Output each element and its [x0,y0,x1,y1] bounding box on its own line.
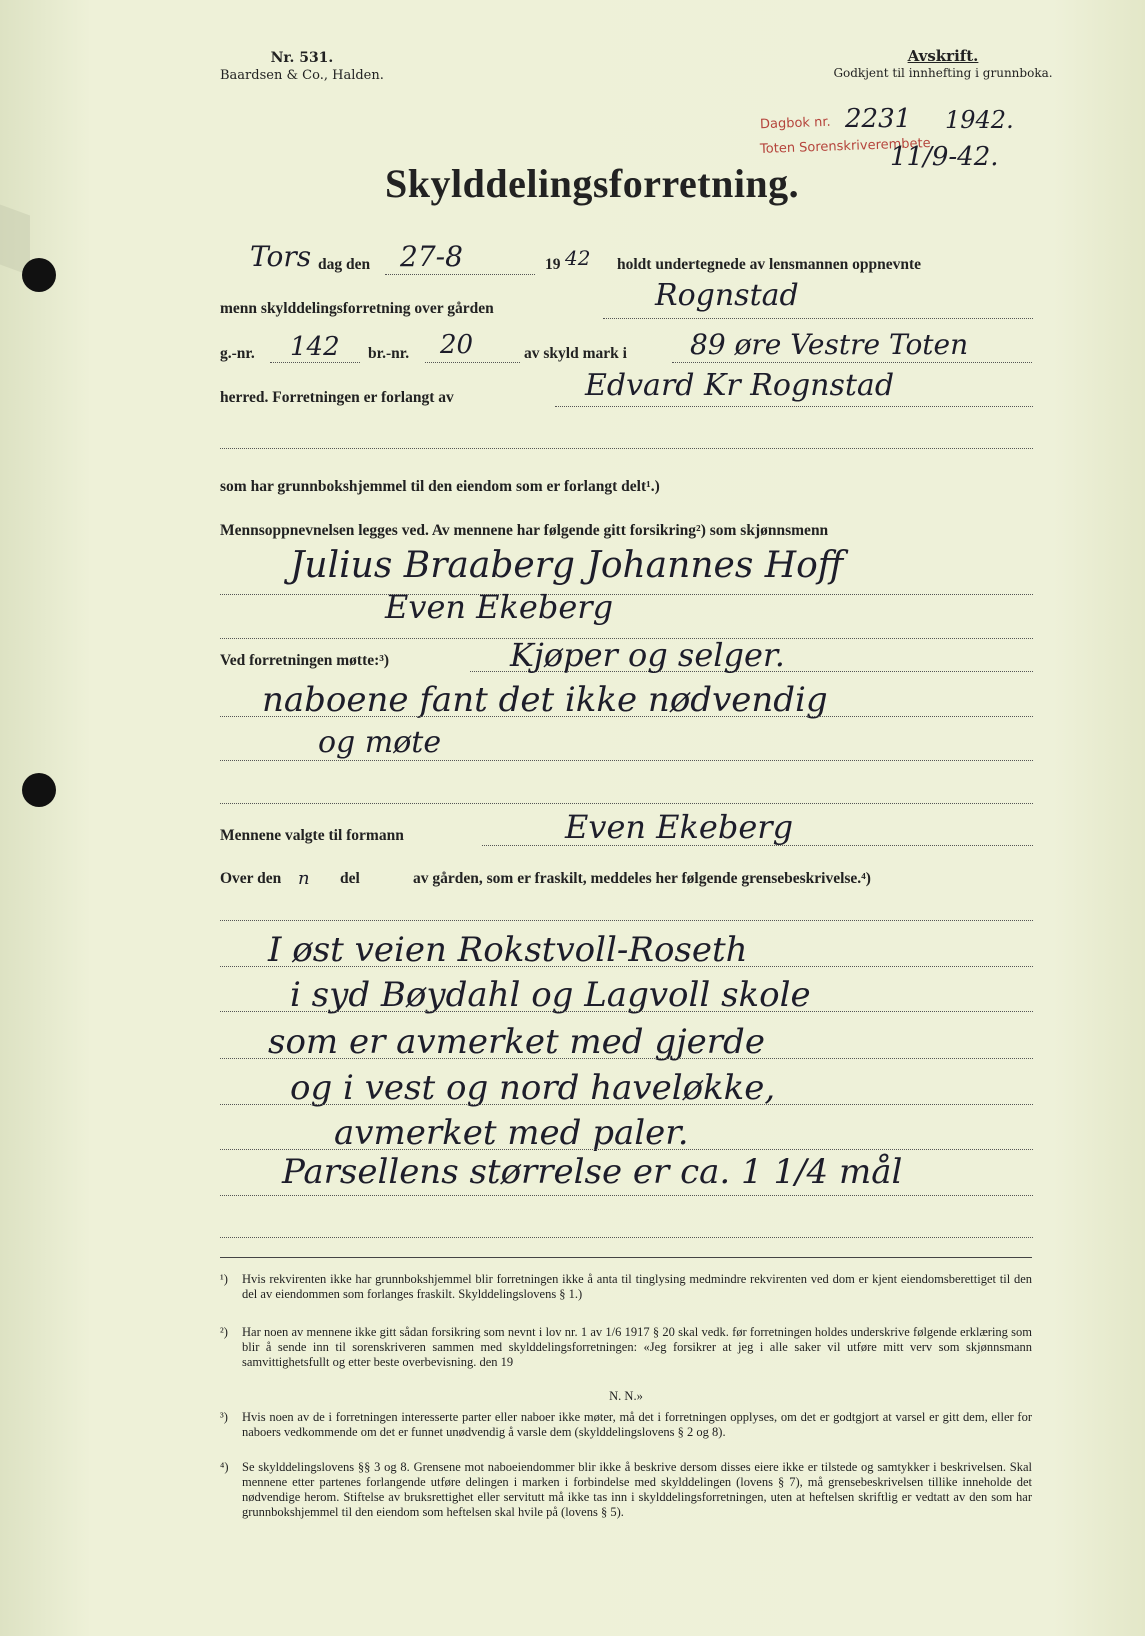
rule-farm [603,318,1033,319]
rule-note-2 [220,760,1033,761]
document-title: Skylddelingsforretning. [385,161,800,206]
rule-desc-4 [220,1104,1033,1105]
footnote-2b-text: N. N.» [609,1389,643,1403]
diary-number: 2231 [845,104,912,134]
label-gnr: g.-nr. [220,345,255,362]
text-del: del [340,870,360,887]
text-hjemmel: som har grunnbokshjemmel til den eiendom som er forlangt delt¹.) [220,478,660,495]
footnote-3-text: Hvis noen av de i forretningen interesserte parter eller naboer ikke møter, må det i forretningen opplyses, om det er godtgjort at varsel er gitt dem, eller for naboers vedkommende om det er funnet unødvendig å varsle dem (skylddelingslovens § 2 og 8). [242,1410,1032,1439]
footnote-4-num: ⁴) [220,1460,229,1474]
punch-hole-bottom [22,773,56,807]
hw-date: 27-8 [400,240,463,273]
hw-men-line2: Even Ekeberg [385,588,614,626]
text-grense: av gården, som er fraskilt, meddeles her følgende grensebeskrivelse.⁴) [413,870,871,887]
hw-desc-line2: i syd Bøydahl og Lagvoll skole [290,975,811,1015]
diary-year: 1942. [945,106,1014,134]
diary-stamp-line2: Toten Sorenskriverembete [759,136,931,157]
rule-gnr [270,362,360,363]
text-men: menn skylddelingsforretning over gården [220,300,494,317]
hw-desc-line4: og i vest og nord haveløkke, [290,1068,776,1108]
label-day: dag den [318,256,371,273]
footnote-4 [220,1460,1032,1520]
footnote-1-num: ¹) [220,1272,228,1286]
hw-men-line1: Julius Braaberg Johannes Hoff [290,545,844,586]
footnote-separator [220,1257,1032,1258]
hw-desc-line5: avmerket med paler. [334,1113,689,1153]
rule-desc-1 [220,966,1033,967]
footnote-2-num: ²) [220,1325,228,1339]
footnote-2 [220,1325,1032,1370]
text-oppnevnelse: Mennsoppnevnelsen legges ved. Av mennene har følgende gitt forsikring²) som skjønnsmenn [220,522,829,539]
copy-label: Avskrift. [907,47,979,65]
hw-desc-line1: I øst veien Rokstvoll-Roseth [268,930,748,970]
rule-desc-2 [220,1011,1033,1012]
hw-skyld: 89 øre Vestre Toten [690,328,969,361]
footnote-3-num: ³) [220,1410,228,1424]
punch-hole-top [22,258,56,292]
hw-over-suffix: n [298,868,310,889]
hw-attended: Kjøper og selger. [510,636,785,674]
text-herred: herred. Forretningen er forlangt av [220,389,454,406]
rule-desc-6 [220,1195,1033,1196]
label-skyld: av skyld mark i [524,345,627,362]
hw-chairman: Even Ekeberg [565,808,794,846]
footnote-2-text: Har noen av mennene ikke gitt sådan forsikring som nevnt i lov nr. 1 av 1/6 1917 § 20 skal vedk. før forretningen holdes underskrive følgende erklæring som blir å sende inn til sorenskriveren sammen med skylddelingsforretningen: «Jeg forsikrer at jeg i alle saker vil utføre mitt verv som skjønnsmann samvittighetsfullt og etter beste overbevisning. den 19 [242,1325,1032,1369]
form-number: Nr. 531. [270,50,334,66]
diary-stamp-line1: Dagbok nr. [759,114,831,133]
rule-date [385,274,535,275]
rule-desc-0 [220,920,1033,921]
rule-desc-7 [220,1237,1033,1238]
hw-day: Tors [250,240,312,273]
text-held: holdt undertegnede av lensmannen oppnevnte [617,256,922,273]
text-formann: Mennene valgte til formann [220,827,404,844]
rule-note-3 [220,803,1033,804]
rule-note-1 [220,716,1033,717]
label-year: 19 [545,256,561,273]
rule-requested [555,406,1033,407]
diary-date: 11/9-42. [890,142,999,172]
rule-desc-3 [220,1058,1033,1059]
footnote-1 [220,1272,1032,1302]
hw-brnr: 20 [440,330,474,360]
rule-brnr [425,362,520,363]
footnote-1-text: Hvis rekvirenten ikke har grunnbokshjemmel blir forretningen ikke å anta til tinglysing medmindre rekvirenten ved dom er kjent eiendomsberettiget til den del av eiendommen som forlanges fraskilt. Skylddelingslovens § 1.) [242,1272,1032,1301]
hw-gnr: 142 [290,332,340,362]
rule-skyld [672,362,1032,363]
approval-note: Godkjent til innhefting i grunnboka. [833,66,1053,80]
text-over: Over den [220,870,282,887]
form-header-left [220,50,384,84]
hw-year: 42 [565,246,591,270]
footnote-3 [220,1410,1032,1440]
hw-desc-line6: Parsellens størrelse er ca. 1 1/4 mål [282,1152,903,1192]
hw-requested-by: Edvard Kr Rognstad [585,368,895,403]
footnote-4-text: Se skylddelingslovens §§ 3 og 8. Grensene mot naboeiendommer blir ikke å beskrive dersom disses eiere ikke er tilstede og samtykker i beskrivelsen. Skal mennene etter partenes forlangende utføre delingen i marken i forbindelse med skylddelingen (lovens § 7), må grensebeskrivelsen tillike inneholde det nødvendige herom. Stiftelse av bruksrettighet eller servitutt må ikke tas inn i skylddelingsforretningen, uten at heftelsen skriftlig er vedtatt av den som har grunnbokshjemmel til den eiendom som heftelsen skal hvile på (lovens § 5). [242,1460,1032,1519]
hw-note-line1: naboene fant det ikke nødvendig [262,680,828,720]
rule-men-1 [220,594,1033,595]
form-header-right [828,48,1058,82]
hw-farm: Rognstad [655,278,799,313]
publisher: Baardsen & Co., Halden. [220,68,384,83]
footnote-2-signature [220,1389,1032,1404]
hw-desc-line3: som er avmerket med gjerde [268,1022,765,1062]
hw-note-line2: og møte [318,725,442,760]
rule-blank-1 [220,448,1033,449]
label-brnr: br.-nr. [368,345,410,362]
text-mote: Ved forretningen møtte:³) [220,652,390,669]
rule-desc-5 [220,1149,1033,1150]
